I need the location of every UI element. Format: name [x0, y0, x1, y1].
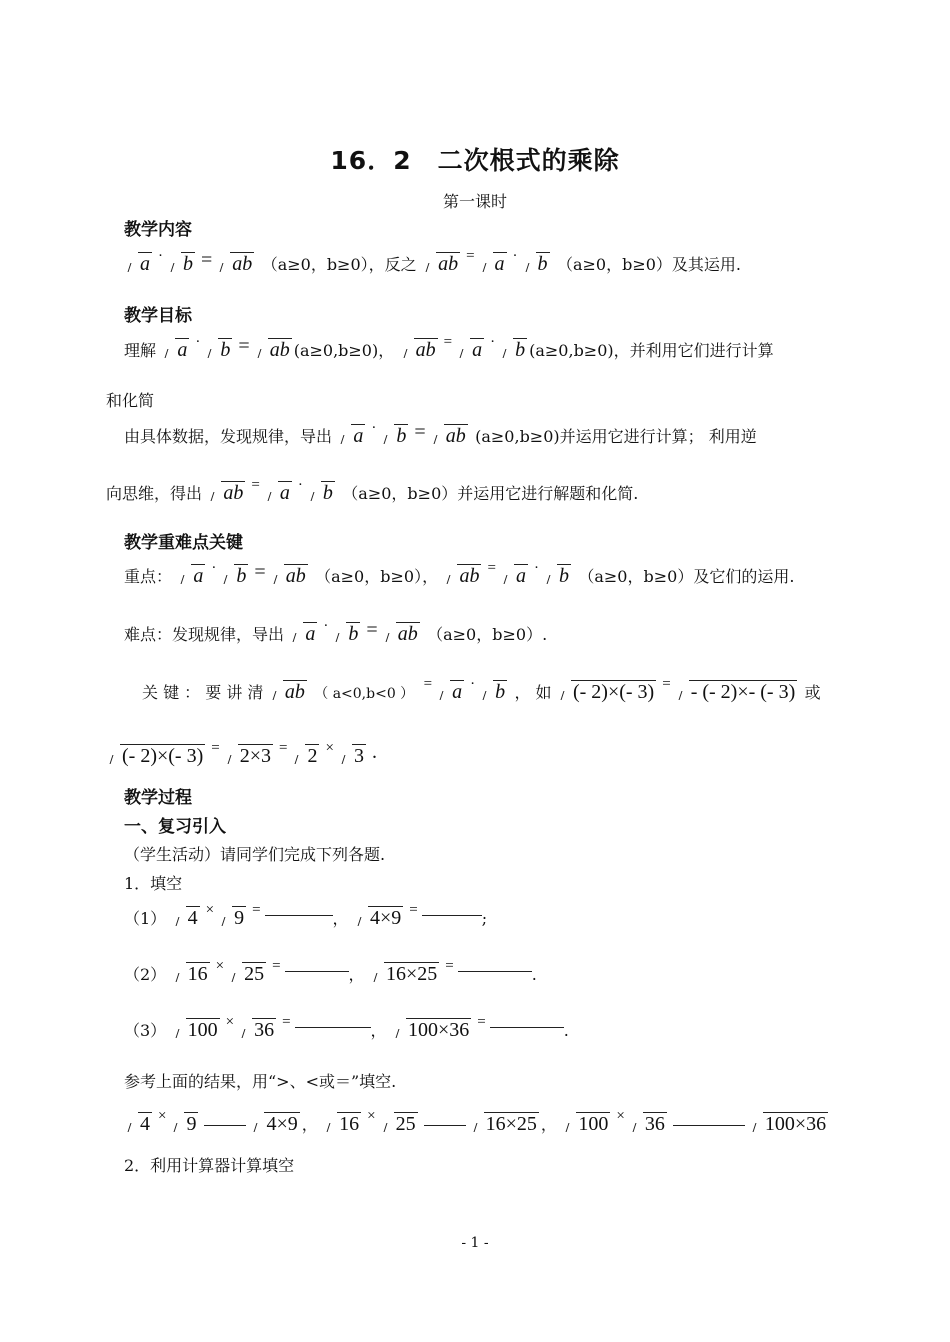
- key-guanjian-line: 关 键 ： 要 讲 清 ab （ a<0,b<0 ） = a · b ， 如 (- 2)×(- 3) = - (- 2)×- (- 3) 或: [142, 676, 821, 703]
- question-2: （2） 16 × 25 = ， 16×25 = .: [124, 958, 537, 985]
- formula-sqrt-a-dot-sqrt-b-eq-sqrt-ab: a · b = ab: [124, 252, 256, 274]
- student-activity-text: （学生活动）请同学们完成下列各题.: [124, 845, 386, 864]
- question-3: （3） 100 × 36 = ， 100×36 = .: [124, 1014, 569, 1041]
- content-formula-line: a · b = ab （a≥0，b≥0），反之 ab = a · b （a≥0，b≥0）及其运用.: [124, 252, 741, 274]
- goal-heading: 教学目标: [124, 306, 192, 326]
- goal-line-2: 由具体数据，发现规律，导出 a · b = ab (a≥0,b≥0)并运用它进行计算； 利用逆: [124, 420, 757, 447]
- content-heading: 教学内容: [124, 220, 192, 240]
- item-1-label: 1．填空: [124, 874, 183, 893]
- review-heading: 一、复习引入: [124, 817, 226, 837]
- goal-line-1: 理解 a · b = ab (a≥0,b≥0)， ab = a · b (a≥0,b≥0)，并利用它们进行计算: [124, 334, 774, 361]
- formula-sqrt-ab-eq-sqrt-a-dot-sqrt-b: ab = a · b: [422, 252, 551, 274]
- answer-blank[interactable]: [265, 915, 333, 916]
- key-guanjian-cont: (- 2)×(- 3) = 2×3 = 2 × 3 .: [106, 744, 381, 766]
- answer-blank[interactable]: [422, 915, 482, 916]
- page-title: 16．2 二次根式的乘除: [330, 146, 620, 175]
- compare-line: 4 × 9 4×9 ， 16 × 25 16×25 ， 100 × 36 100×36: [124, 1112, 830, 1134]
- compare-blank[interactable]: [424, 1125, 466, 1126]
- question-1: （1） 4 × 9 = ， 4×9 = ;: [124, 902, 488, 929]
- goal-line-3: 向思维，得出 ab = a · b （a≥0，b≥0）并运用它进行解题和化简.: [106, 477, 639, 504]
- process-heading: 教学过程: [124, 788, 192, 808]
- key-heading: 教学重难点关键: [124, 533, 243, 553]
- answer-blank[interactable]: [490, 1027, 564, 1028]
- goal-line-1-cont: 和化简: [106, 391, 155, 410]
- item-2-label: 2．利用计算器计算填空: [124, 1156, 295, 1175]
- condition-text: （a≥0，b≥0）: [261, 255, 369, 274]
- compare-blank[interactable]: [673, 1125, 745, 1126]
- key-nandian-line: 难点：发现规律，导出 a · b = ab （a≥0，b≥0）.: [124, 618, 548, 645]
- compare-blank[interactable]: [204, 1125, 246, 1126]
- answer-blank[interactable]: [295, 1027, 371, 1028]
- page-number: - 1 -: [461, 1235, 489, 1251]
- lesson-subtitle: 第一课时: [442, 192, 507, 211]
- answer-blank[interactable]: [285, 971, 349, 972]
- answer-blank[interactable]: [458, 971, 532, 972]
- key-zhongdian-line: 重点： a · b = ab （a≥0，b≥0）， ab = a · b （a≥0，b≥0）及它们的运用.: [124, 560, 795, 587]
- compare-instruction: 参考上面的结果，用“>、<或＝”填空.: [124, 1072, 397, 1091]
